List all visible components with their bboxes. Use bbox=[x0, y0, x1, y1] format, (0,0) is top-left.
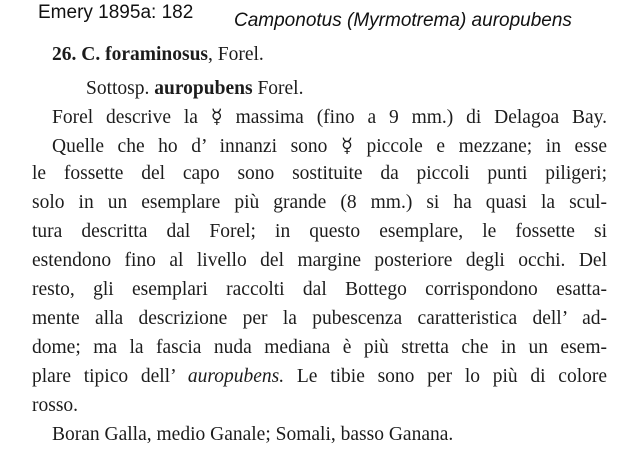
line10-before: plare tipico dell’ bbox=[32, 366, 176, 387]
subspecies-prefix: Sottosp. bbox=[86, 78, 150, 99]
species-author: , Forel. bbox=[208, 44, 264, 65]
text-line: estendono fino al livello del margine posteriore degli occhi. Del bbox=[32, 250, 607, 271]
locality-line: Boran Galla, medio Ganale; Somali, basso Ganana. bbox=[52, 424, 454, 445]
taxon-label: Camponotus (Myrmotrema) auropubens bbox=[234, 10, 572, 31]
citation-label: Emery 1895a: 182 bbox=[38, 2, 194, 23]
line10-italic: auropubens. bbox=[187, 366, 285, 387]
text-line: Quelle che ho d’ innanzi sono ☿ piccole e mezzane; in esse bbox=[52, 136, 607, 157]
text-line: tura descritta dal Forel; in questo esemplare, le fossette si bbox=[32, 221, 607, 242]
subspecies-name: auropubens bbox=[154, 78, 253, 99]
species-name: C. foraminosus bbox=[81, 44, 209, 65]
text-line: dome; ma la fascia nuda mediana è più stretta che in un esem- bbox=[32, 337, 607, 358]
species-number: 26. bbox=[52, 44, 77, 65]
text-line: le fossette del capo sono sostituite da piccoli punti piligeri; bbox=[32, 163, 607, 184]
species-heading bbox=[52, 44, 264, 66]
subspecies-heading bbox=[86, 78, 303, 100]
text-line: resto, gli esemplari raccolti dal Bottego corrispondono esatta- bbox=[32, 279, 607, 300]
line10-after: Le tibie sono per lo più di colore bbox=[296, 366, 607, 387]
text-line bbox=[32, 366, 607, 392]
text-line: mente alla descrizione per la pubescenza caratteristica dell’ ad- bbox=[32, 308, 607, 329]
subspecies-author: Forel. bbox=[257, 78, 304, 99]
text-line: rosso. bbox=[32, 395, 79, 416]
text-line: solo in un esemplare più grande (8 mm.) si ha quasi la scul- bbox=[32, 192, 607, 213]
text-line: Forel descrive la ☿ massima (fino a 9 mm.) di Delagoa Bay. bbox=[52, 107, 607, 128]
